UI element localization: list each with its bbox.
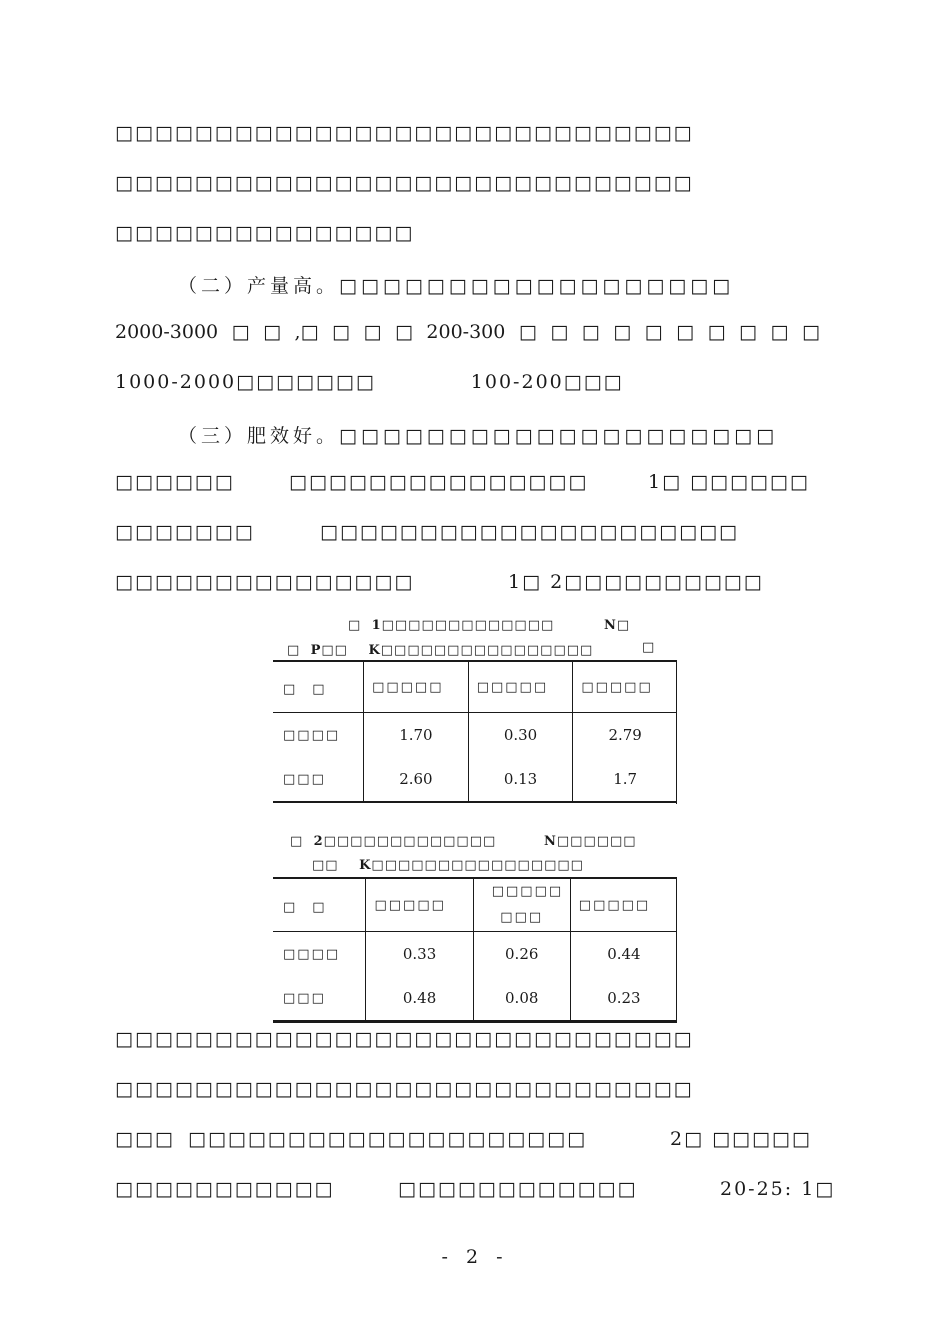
text-segment: 20-25: 1□ bbox=[720, 1178, 836, 1200]
table-header-cell: □□□□□ bbox=[468, 661, 573, 713]
table1-caption-end: □ bbox=[642, 640, 656, 655]
text-token: □ bbox=[263, 321, 282, 343]
caption-text: N□□□□□□ bbox=[544, 834, 637, 849]
text-segment: □□□□□□□□□□□ bbox=[115, 1178, 335, 1200]
caption-text: □ bbox=[348, 618, 362, 633]
caption-text: □□□□□□□□□□□□□□□□ bbox=[380, 643, 594, 658]
table-header-cell: □□□□□ bbox=[366, 878, 473, 932]
table-cell: 0.30 bbox=[468, 713, 573, 758]
text-token: □ bbox=[707, 321, 726, 343]
text-segment: 1000-2000□□□□□□□ bbox=[115, 371, 376, 393]
caption-text: P bbox=[310, 643, 322, 658]
text-segment: □□□□□□□□□□□□□□□□□□□□ bbox=[188, 1128, 588, 1150]
page-number: - 2 - bbox=[441, 1246, 509, 1268]
body-text-line: □□□□□□□□□□□□□□□ bbox=[115, 222, 415, 244]
caption-text: □□□□□□□□□□□□□ bbox=[381, 618, 555, 633]
table-header-cell bbox=[473, 878, 570, 932]
table1-right-border bbox=[676, 660, 677, 804]
table1 bbox=[273, 660, 677, 803]
caption-text: K bbox=[359, 858, 372, 873]
table1-caption-line2 bbox=[287, 643, 593, 658]
text-token: □ bbox=[581, 321, 600, 343]
text-segment: □□□□□□□□□□□□□□□ bbox=[115, 571, 415, 593]
section-heading-yield: （二）产量高。□□□□□□□□□□□□□□□□□□ bbox=[178, 275, 735, 297]
text-segment: □□□□□□ bbox=[115, 471, 235, 493]
table-row bbox=[273, 932, 677, 977]
body-text-line bbox=[115, 371, 624, 393]
body-text-line: □□□□□□□□□□□□□□□□□□□□□□□□□□□□□ bbox=[115, 122, 694, 144]
text-token: □ bbox=[518, 321, 537, 343]
table-header-cell-text: □□□□□ □□□ bbox=[491, 884, 564, 925]
table-cell: 0.44 bbox=[607, 945, 641, 963]
body-text-line-justified bbox=[115, 321, 820, 343]
table2 bbox=[273, 877, 677, 1023]
caption-number: 1 bbox=[371, 618, 382, 633]
caption-text: N□ bbox=[604, 618, 631, 633]
table-header-cell: □ □ bbox=[273, 878, 366, 932]
table-cell: □□□ bbox=[273, 757, 364, 802]
text-token: □ bbox=[739, 321, 757, 343]
caption-number: 2 bbox=[313, 834, 324, 849]
text-segment: 1□ □□□□□□ bbox=[648, 471, 810, 493]
table-cell: □□□ bbox=[273, 976, 366, 1022]
text-segment: 1□ 2□□□□□□□□□□ bbox=[508, 571, 764, 593]
table-cell: 1.7 bbox=[613, 770, 638, 788]
caption-text: □□ bbox=[312, 858, 339, 873]
table-cell: □□□□ bbox=[273, 713, 364, 758]
table-header-cell: □ □ bbox=[273, 661, 364, 713]
table-header-row bbox=[273, 878, 677, 932]
table-cell: 0.13 bbox=[468, 757, 573, 802]
text-token: □ bbox=[770, 321, 789, 343]
text-segment: □□□□□□□□□□□□□□□ bbox=[289, 471, 589, 493]
text-token: □ bbox=[644, 321, 663, 343]
table1-caption-n bbox=[604, 618, 630, 633]
table2-caption-line1 bbox=[290, 834, 496, 849]
table-row bbox=[273, 976, 677, 1022]
table-cell: 1.70 bbox=[364, 713, 469, 758]
text-token: 200-300 bbox=[426, 321, 506, 343]
table-cell: 2.60 bbox=[364, 757, 469, 802]
table-cell: 2.79 bbox=[608, 726, 642, 744]
caption-text: □□□□□□□□□□□□□ bbox=[323, 834, 497, 849]
text-segment: □□□□□□□ bbox=[115, 521, 255, 543]
table1-caption-line1 bbox=[348, 618, 554, 633]
body-text-line bbox=[115, 471, 235, 493]
table-header-cell: □□□□□ bbox=[364, 661, 469, 713]
body-text-line: □□□□□□□□□□□□□□□□□□□□□□□□□□□□□ bbox=[115, 1028, 694, 1050]
table-header-row bbox=[273, 661, 677, 713]
table-row bbox=[273, 757, 677, 802]
caption-text: K bbox=[368, 643, 381, 658]
text-segment: □□□ bbox=[115, 1128, 175, 1150]
text-token: 2000-3000 bbox=[115, 321, 219, 343]
table-cell: 0.23 bbox=[607, 989, 641, 1007]
text-token: ,□ bbox=[294, 321, 319, 343]
table-cell: 0.26 bbox=[473, 932, 570, 977]
text-token: □ bbox=[801, 321, 820, 343]
text-token: □ bbox=[676, 321, 695, 343]
table-cell: □□□□ bbox=[273, 932, 366, 977]
text-segment: 100-200□□□ bbox=[470, 371, 624, 393]
table-cell: 0.08 bbox=[473, 976, 570, 1022]
caption-text: □ bbox=[287, 643, 301, 658]
text-segment: □□□□□□□□□□□□ bbox=[398, 1178, 638, 1200]
caption-text: □ bbox=[290, 834, 304, 849]
body-text-line: □□□□□□□□□□□□□□□□□□□□□□□□□□□□□ bbox=[115, 172, 694, 194]
text-token: □ bbox=[394, 321, 413, 343]
body-text-line: □□□□□□□□□□□□□□□□□□□□□□□□□□□□□ bbox=[115, 1078, 694, 1100]
table2-caption-n bbox=[544, 834, 637, 849]
table-header-cell: □□□□□ bbox=[570, 878, 677, 932]
table-cell: 0.33 bbox=[366, 932, 473, 977]
table-header-cell: □□□□□ bbox=[573, 661, 677, 713]
table-cell: 0.48 bbox=[366, 976, 473, 1022]
text-token: □ bbox=[332, 321, 350, 343]
text-token: □ bbox=[613, 321, 632, 343]
section-heading-fertilizer: （三）肥效好。□□□□□□□□□□□□□□□□□□□□ bbox=[178, 425, 779, 447]
text-token: □ bbox=[231, 321, 250, 343]
table2-right-border bbox=[676, 877, 677, 1023]
text-token: □ bbox=[550, 321, 569, 343]
caption-text: □□ bbox=[321, 643, 348, 658]
text-segment: □□□□□□□□□□□□□□□□□□□□□ bbox=[320, 521, 739, 543]
text-token: □ bbox=[363, 321, 382, 343]
table-row bbox=[273, 713, 677, 758]
table2-caption-line2 bbox=[312, 858, 584, 873]
caption-text: □□□□□□□□□□□□□□□□ bbox=[371, 858, 584, 873]
text-segment: 2□ □□□□□ bbox=[670, 1128, 812, 1150]
